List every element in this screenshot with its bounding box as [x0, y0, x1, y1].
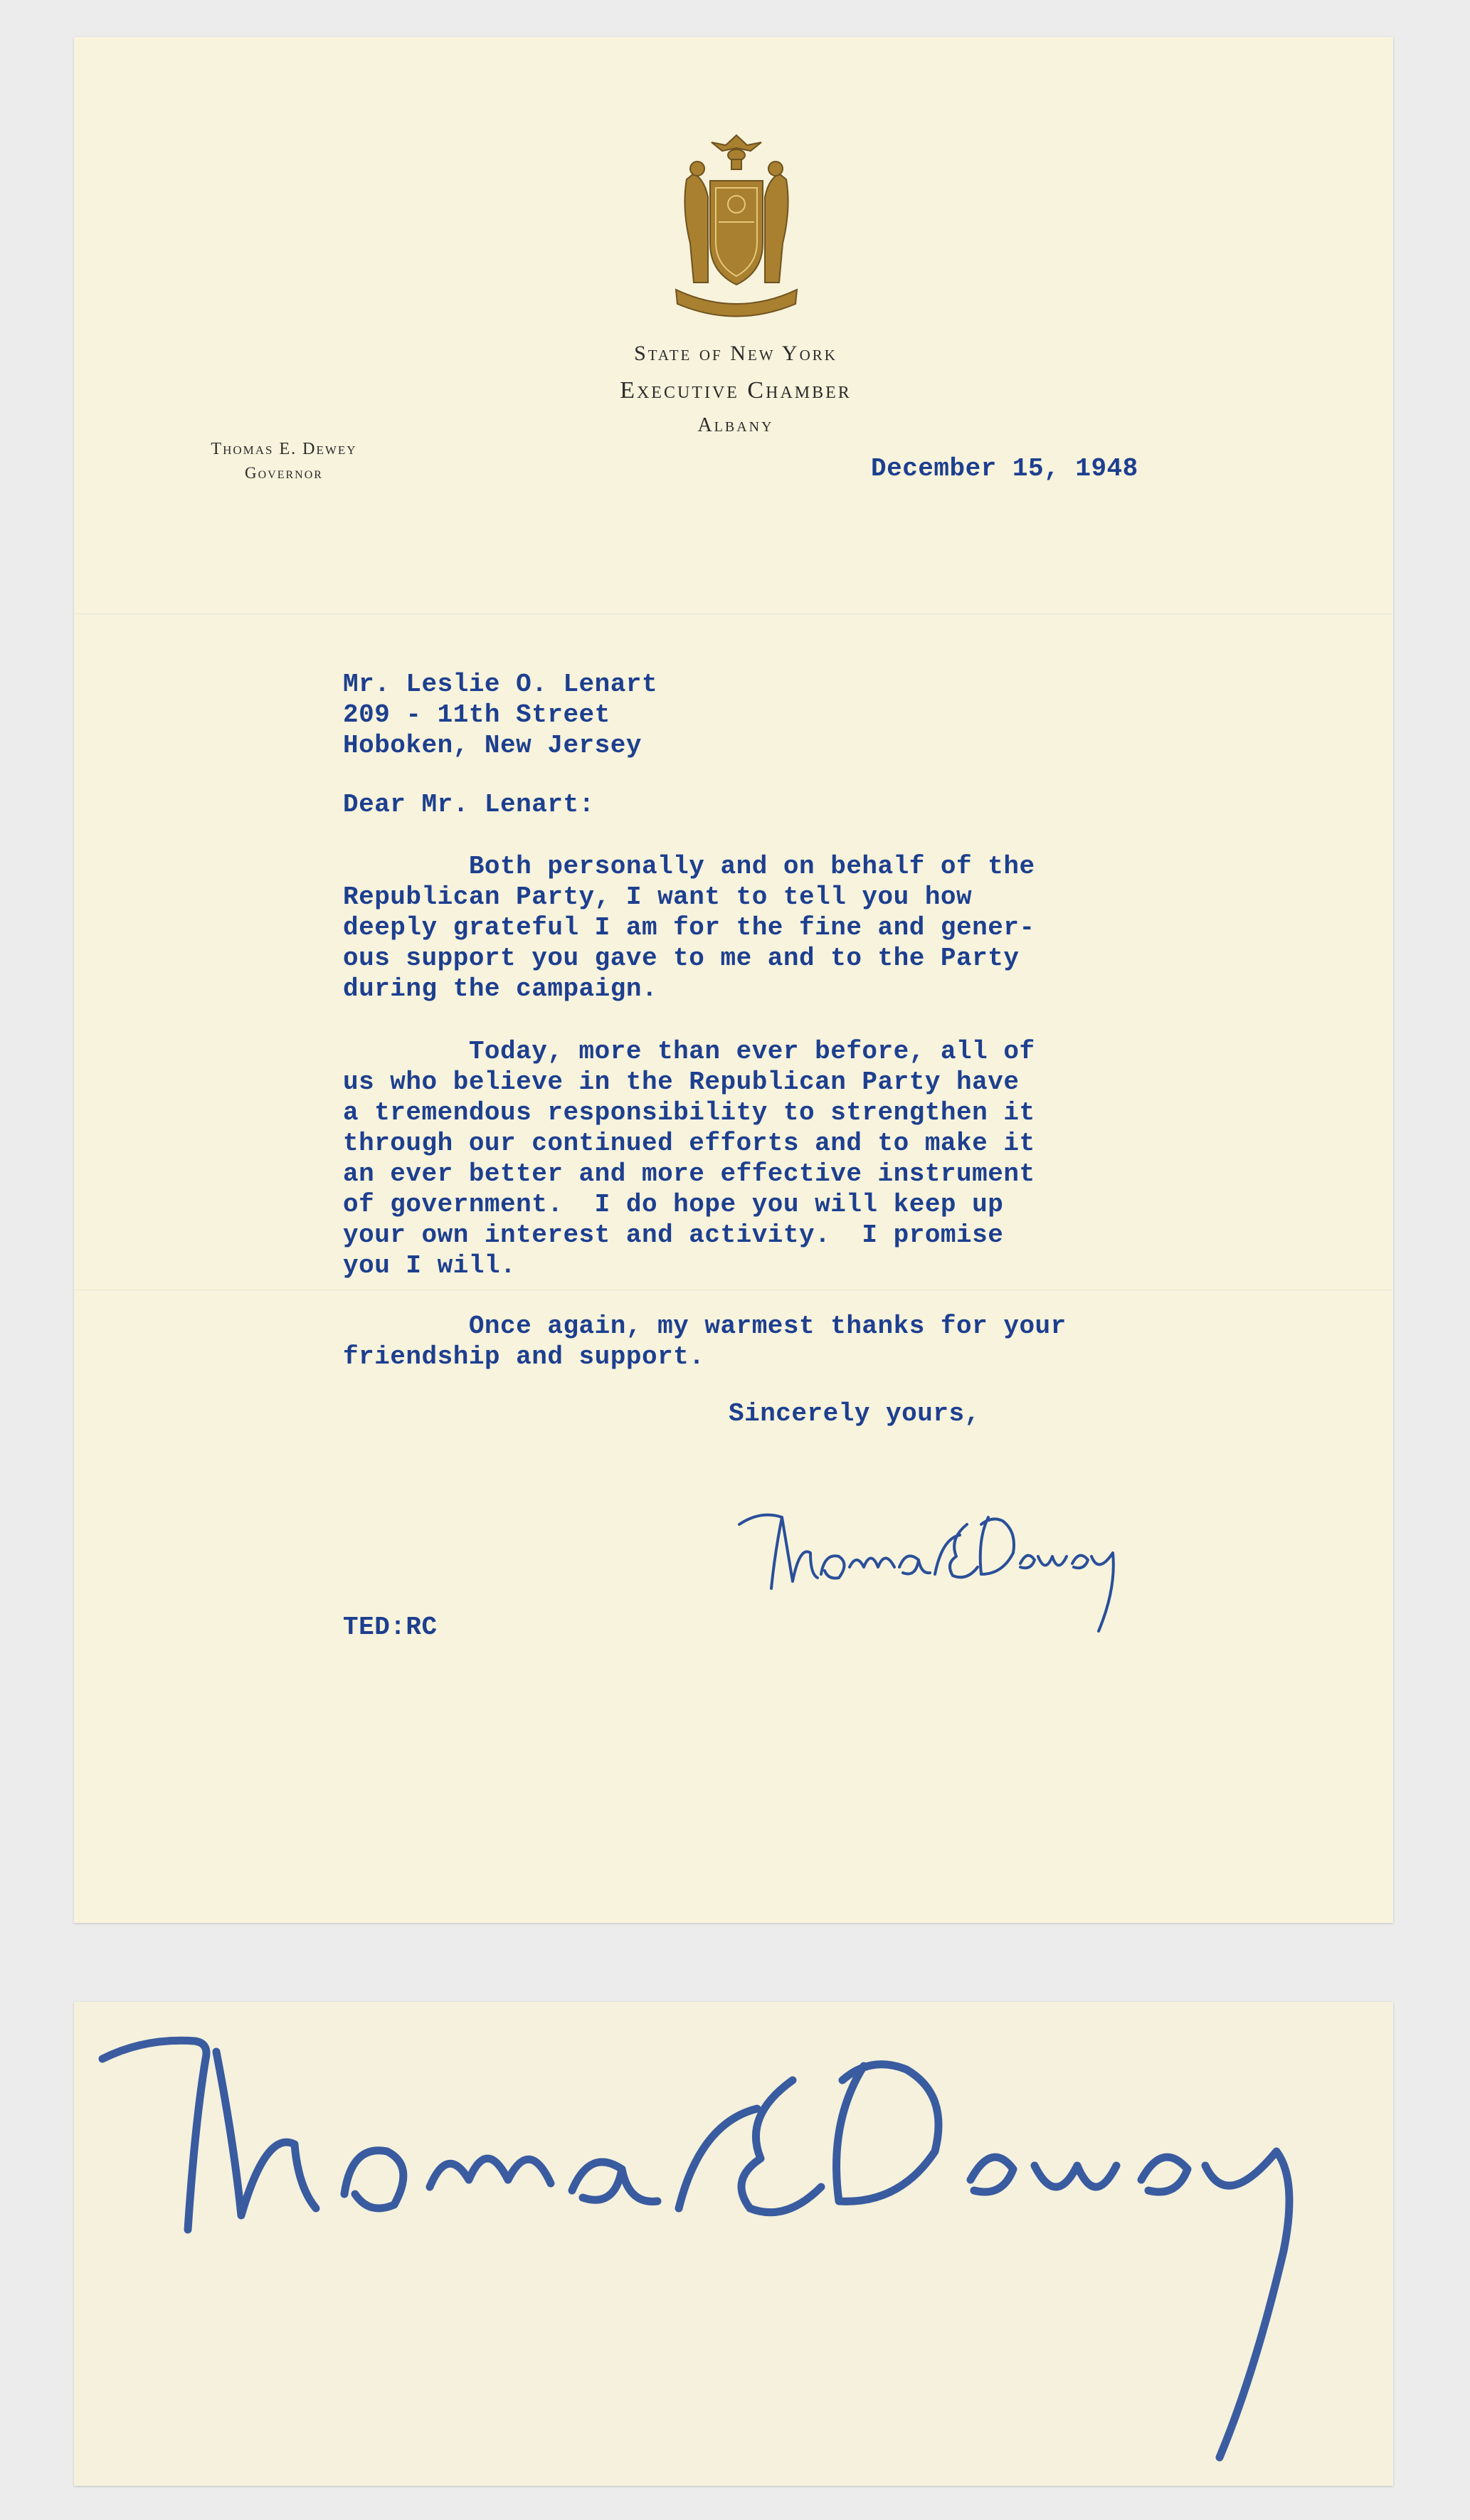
reference-initials: TED:RC: [343, 1613, 438, 1642]
signature-icon: [732, 1496, 1230, 1638]
letterhead-executive-chamber: Executive Chamber: [620, 377, 852, 404]
letter-date: December 15, 1948: [871, 454, 1138, 483]
letter-sheet: [74, 37, 1393, 1923]
paper-fold-line: [74, 1290, 1393, 1292]
new-york-state-seal-icon: [669, 130, 804, 325]
signature-detail-panel: [74, 2002, 1393, 2486]
body-paragraph-2: Today, more than ever before, all of us who believe in the Republican Party have a tremendous responsibility to strengthen it through our continued efforts and to make it an ever better and more effective instrument of government. I do hope you will keep up your own interest and activity. I promise you I will.: [343, 1037, 1035, 1280]
complimentary-closing: Sincerely yours,: [729, 1399, 980, 1428]
recipient-address: Mr. Leslie O. Lenart 209 - 11th Street Hoboken, New Jersey: [343, 670, 658, 760]
body-paragraph-1: Both personally and on behalf of the Republican Party, I want to tell you how deeply grateful I am for the fine and gener- ous support you gave to me and to the Party during the campaign.: [343, 852, 1035, 1003]
letterhead-governor-title: Governor: [245, 464, 323, 482]
signature-closeup-icon: [74, 2002, 1393, 2486]
salutation: Dear Mr. Lenart:: [343, 790, 595, 819]
body-paragraph-3: Once again, my warmest thanks for your friendship and support.: [343, 1312, 1067, 1371]
letterhead-governor-name: Thomas E. Dewey: [211, 440, 357, 458]
letterhead-state: State of New York: [634, 342, 837, 365]
paper-fold-line: [74, 613, 1393, 616]
letterhead-city: Albany: [697, 414, 774, 436]
